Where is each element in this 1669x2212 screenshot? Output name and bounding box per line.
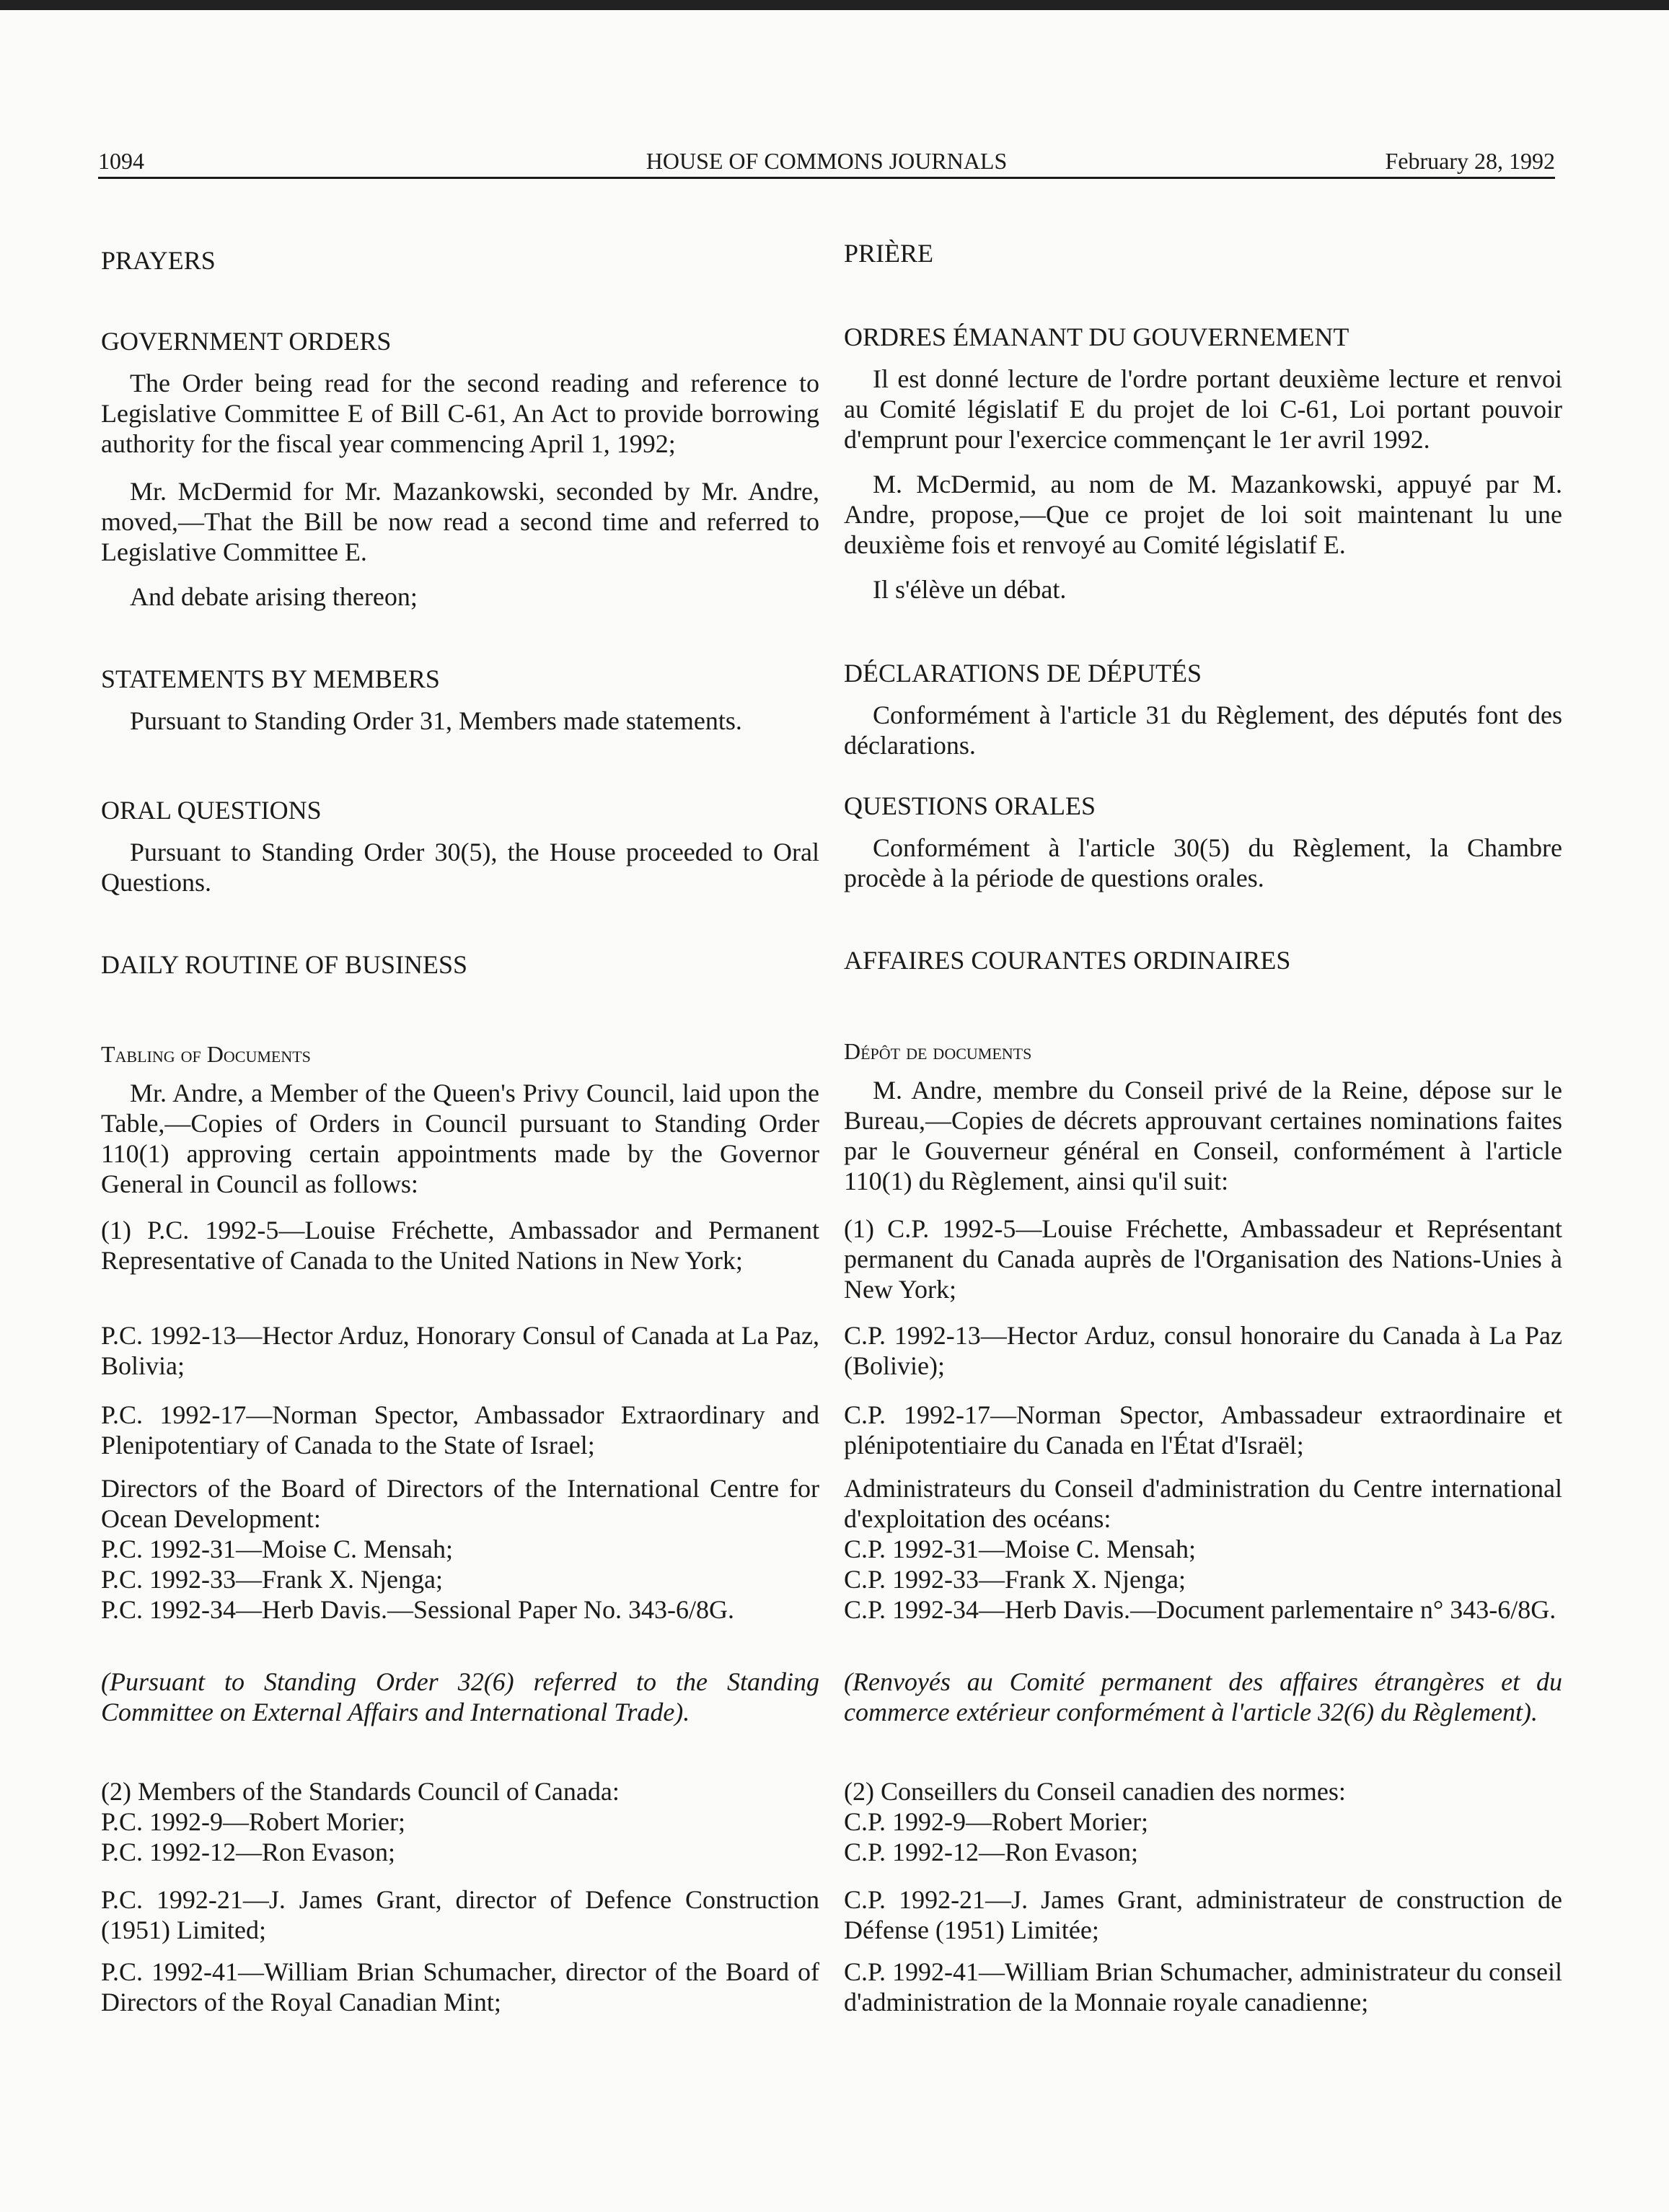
appointment-item-5-intro: (2) Members of the Standards Council of Canada:	[101, 1777, 620, 1806]
nomination-item-4-intro: Administrateurs du Conseil d'administration du Centre international d'exploitation des océans:	[844, 1474, 1562, 1533]
page-number: 1094	[98, 148, 144, 174]
appointment-item-4-intro: Directors of the Board of Directors of the International Centre for Ocean Development:	[101, 1474, 819, 1533]
nomination-item-4c: C.P. 1992-34—Herb Davis.—Document parlementaire n° 343-6/8G.	[844, 1595, 1556, 1624]
nomination-item-7: C.P. 1992-41—William Brian Schumacher, administrateur du conseil d'administration de la Monnaie royale canadienne;	[844, 1957, 1562, 2016]
nomination-item-2: C.P. 1992-13—Hector Arduz, consul honoraire du Canada à La Paz (Bolivie);	[844, 1321, 1562, 1380]
tabling-paragraph: Mr. Andre, a Member of the Queen's Privy Council, laid upon the Table,—Copies of Orders in Council pursuant to Standing Order 110(1) approving certain appointments made by the Governor General in Council as follows:	[101, 1079, 819, 1198]
oral-questions-paragraph: Pursuant to Standing Order 30(5), the House proceeded to Oral Questions.	[101, 838, 819, 897]
appointment-item-1: (1) P.C. 1992-5—Louise Fréchette, Ambassador and Permanent Representative of Canada to the United Nations in New York;	[101, 1216, 819, 1275]
appointment-item-5a: P.C. 1992-9—Robert Morier;	[101, 1807, 405, 1836]
daily-routine-heading: DAILY ROUTINE OF BUSINESS	[101, 950, 468, 979]
scan-top-border	[0, 0, 1669, 10]
nomination-item-1: (1) C.P. 1992-5—Louise Fréchette, Ambassadeur et Représentant permanent du Canada auprès de l'Organisation des Nations-Unies à New York;	[844, 1214, 1562, 1304]
nomination-item-4a: C.P. 1992-31—Moise C. Mensah;	[844, 1535, 1197, 1563]
proposition-paragraph: M. McDermid, au nom de M. Mazankowski, appuyé par M. Andre, propose,—Que ce projet de loi soit maintenant lu une deuxième fois et renvoyé au Comité législatif E.	[844, 470, 1562, 559]
header-date: February 28, 1992	[1385, 148, 1555, 174]
depot-paragraph: M. Andre, membre du Conseil privé de la Reine, dépose sur le Bureau,—Copies de décrets approuvant certaines nominations faites par le Gouverneur général en Conseil, conformément à l'article 110(1) du Règlement, ainsi qu'il suit:	[844, 1076, 1562, 1195]
declarations-paragraph: Conformément à l'article 31 du Règlement, des députés font des déclarations.	[844, 701, 1562, 760]
appointment-item-3: P.C. 1992-17—Norman Spector, Ambassador Extraordinary and Plenipotentiary of Canada to the State of Israel;	[101, 1400, 819, 1460]
oral-questions-heading: ORAL QUESTIONS	[101, 796, 322, 825]
affaires-courantes-heading: AFFAIRES COURANTES ORDINAIRES	[844, 946, 1291, 975]
declarations-heading: DÉCLARATIONS DE DÉPUTÉS	[844, 659, 1202, 688]
nomination-item-5-intro: (2) Conseillers du Conseil canadien des normes:	[844, 1777, 1346, 1806]
ordres-paragraph: Il est donné lecture de l'ordre portant deuxième lecture et renvoi au Comité législatif E du projet de loi C-61, Loi portant pouvoir d'emprunt pour l'exercice commençant le 1er avril 1992.	[844, 364, 1562, 454]
government-orders-paragraph: The Order being read for the second reading and reference to Legislative Committee E of Bill C-61, An Act to provide borrowing authority for the fiscal year commencing April 1, 1992;	[101, 369, 819, 458]
prayers-heading: PRAYERS	[101, 246, 216, 275]
appointment-item-4b: P.C. 1992-33—Frank X. Njenga;	[101, 1565, 443, 1594]
motion-paragraph: Mr. McDermid for Mr. Mazankowski, seconded by Mr. Andre, moved,—That the Bill be now read a second time and referred to Legislative Committee E.	[101, 477, 819, 566]
nomination-item-5b: C.P. 1992-12—Ron Evason;	[844, 1838, 1139, 1866]
debate-paragraph: And debate arising thereon;	[130, 582, 418, 611]
appointment-item-7: P.C. 1992-41—William Brian Schumacher, director of the Board of Directors of the Royal Canadian Mint;	[101, 1957, 819, 2016]
depot-heading: Dépôt de documents	[844, 1038, 1032, 1064]
debat-paragraph: Il s'élève un débat.	[873, 575, 1067, 604]
priere-heading: PRIÈRE	[844, 239, 934, 268]
appointment-item-6: P.C. 1992-21—J. James Grant, director of Defence Construction (1951) Limited;	[101, 1885, 819, 1944]
questions-orales-paragraph: Conformément à l'article 30(5) du Règlement, la Chambre procède à la période de questions orales.	[844, 833, 1562, 892]
ordres-heading: ORDRES ÉMANANT DU GOUVERNEMENT	[844, 322, 1349, 351]
government-orders-heading: GOVERNMENT ORDERS	[101, 327, 392, 356]
appointment-item-2: P.C. 1992-13—Hector Arduz, Honorary Consul of Canada at La Paz, Bolivia;	[101, 1321, 819, 1380]
appointment-item-4a: P.C. 1992-31—Moise C. Mensah;	[101, 1535, 454, 1563]
nomination-item-6: C.P. 1992-21—J. James Grant, administrateur de construction de Défense (1951) Limitée;	[844, 1885, 1562, 1944]
renvoi-note: (Renvoyés au Comité permanent des affaires étrangères et du commerce extérieur conformément à l'article 32(6) du Règlement).	[844, 1667, 1562, 1726]
nomination-item-5a: C.P. 1992-9—Robert Morier;	[844, 1807, 1148, 1836]
header-rule	[98, 177, 1555, 179]
nomination-item-3: C.P. 1992-17—Norman Spector, Ambassadeur extraordinaire et plénipotentiaire du Canada en l'État d'Israël;	[844, 1400, 1562, 1460]
nomination-item-4b: C.P. 1992-33—Frank X. Njenga;	[844, 1565, 1186, 1594]
statements-heading: STATEMENTS BY MEMBERS	[101, 664, 440, 693]
referral-note: (Pursuant to Standing Order 32(6) referred to the Standing Committee on External Affairs and International Trade).	[101, 1667, 819, 1726]
questions-orales-heading: QUESTIONS ORALES	[844, 791, 1096, 820]
appointment-item-4c: P.C. 1992-34—Herb Davis.—Sessional Paper No. 343-6/8G.	[101, 1595, 734, 1624]
page-header	[98, 144, 1555, 177]
journal-title: HOUSE OF COMMONS JOURNALS	[646, 148, 1008, 174]
appointment-item-5b: P.C. 1992-12—Ron Evason;	[101, 1838, 396, 1866]
statements-paragraph: Pursuant to Standing Order 31, Members made statements.	[130, 706, 742, 735]
tabling-heading: Tabling of Documents	[101, 1041, 311, 1067]
